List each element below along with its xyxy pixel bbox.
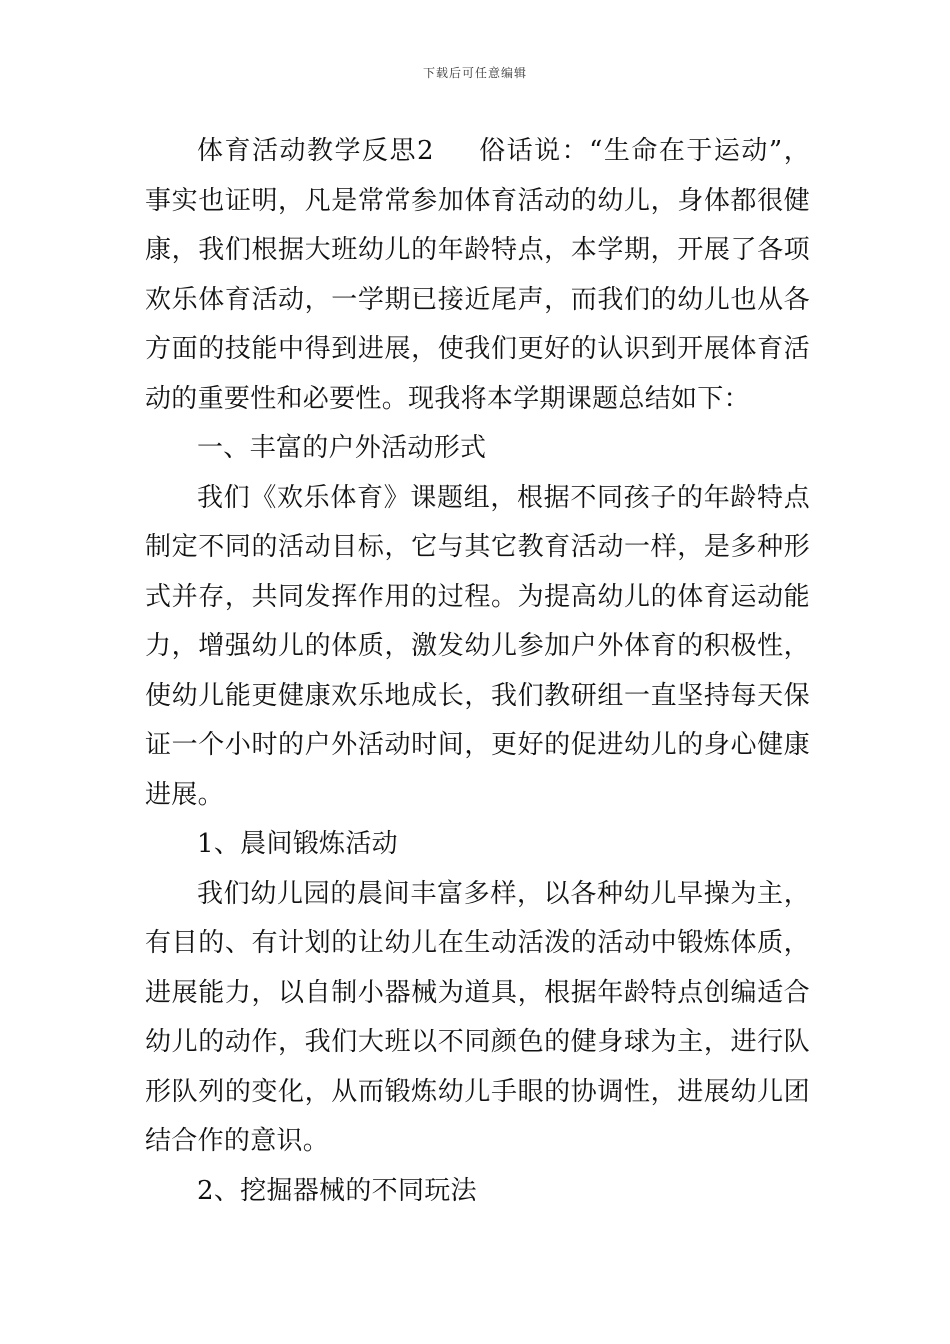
body-paragraph: 我们《欢乐体育》课题组，根据不同孩子的年龄特点制定不同的活动目标，它与其它教育活动一样，是多种形式并存，共同发挥作用的过程。为提高幼儿的体育运动能力，增强幼儿的体质，激发幼儿参加户外体育的积极性，使幼儿能更健康欢乐地成长，我们教研组一直坚持每天保证一个小时的户外活动时间，更好的促进幼儿的身心健康进展。	[145, 482, 810, 810]
intro-text: 俗话说：“生命在于运动”，事实也证明，凡是常常参加体育活动的幼儿，身体都很健康，我们根据大班幼儿的年龄特点，本学期，开展了各项欢乐体育活动，一学期已接近尾声，而我们的幼儿也从各方面的技能中得到进展，使我们更好的认识到开展体育活动的重要性和必要性。现我将本学期课题总结如下：	[145, 136, 810, 414]
page-header-note: 下载后可任意编辑	[422, 66, 527, 80]
document-title: 体育活动教学反思2	[197, 136, 434, 166]
opening-paragraph	[145, 127, 810, 424]
body-paragraph: 我们幼儿园的晨间丰富多样，以各种幼儿早操为主，有目的、有计划的让幼儿在生动活泼的活动中锻炼体质，进展能力，以自制小器械为道具，根据年龄特点创编适合幼儿的动作，我们大班以不同颜色的健身球为主，进行队形队列的变化，从而锻炼幼儿手眼的协调性，进展幼儿团结合作的意识。	[145, 878, 810, 1156]
document-body	[145, 127, 810, 1216]
subsection-heading-2: 2、挖掘器械的不同玩法	[197, 1175, 477, 1206]
section-heading-1: 一、丰富的户外活动形式	[197, 433, 487, 463]
subsection-heading-1: 1、晨间锻炼活动	[197, 829, 398, 859]
